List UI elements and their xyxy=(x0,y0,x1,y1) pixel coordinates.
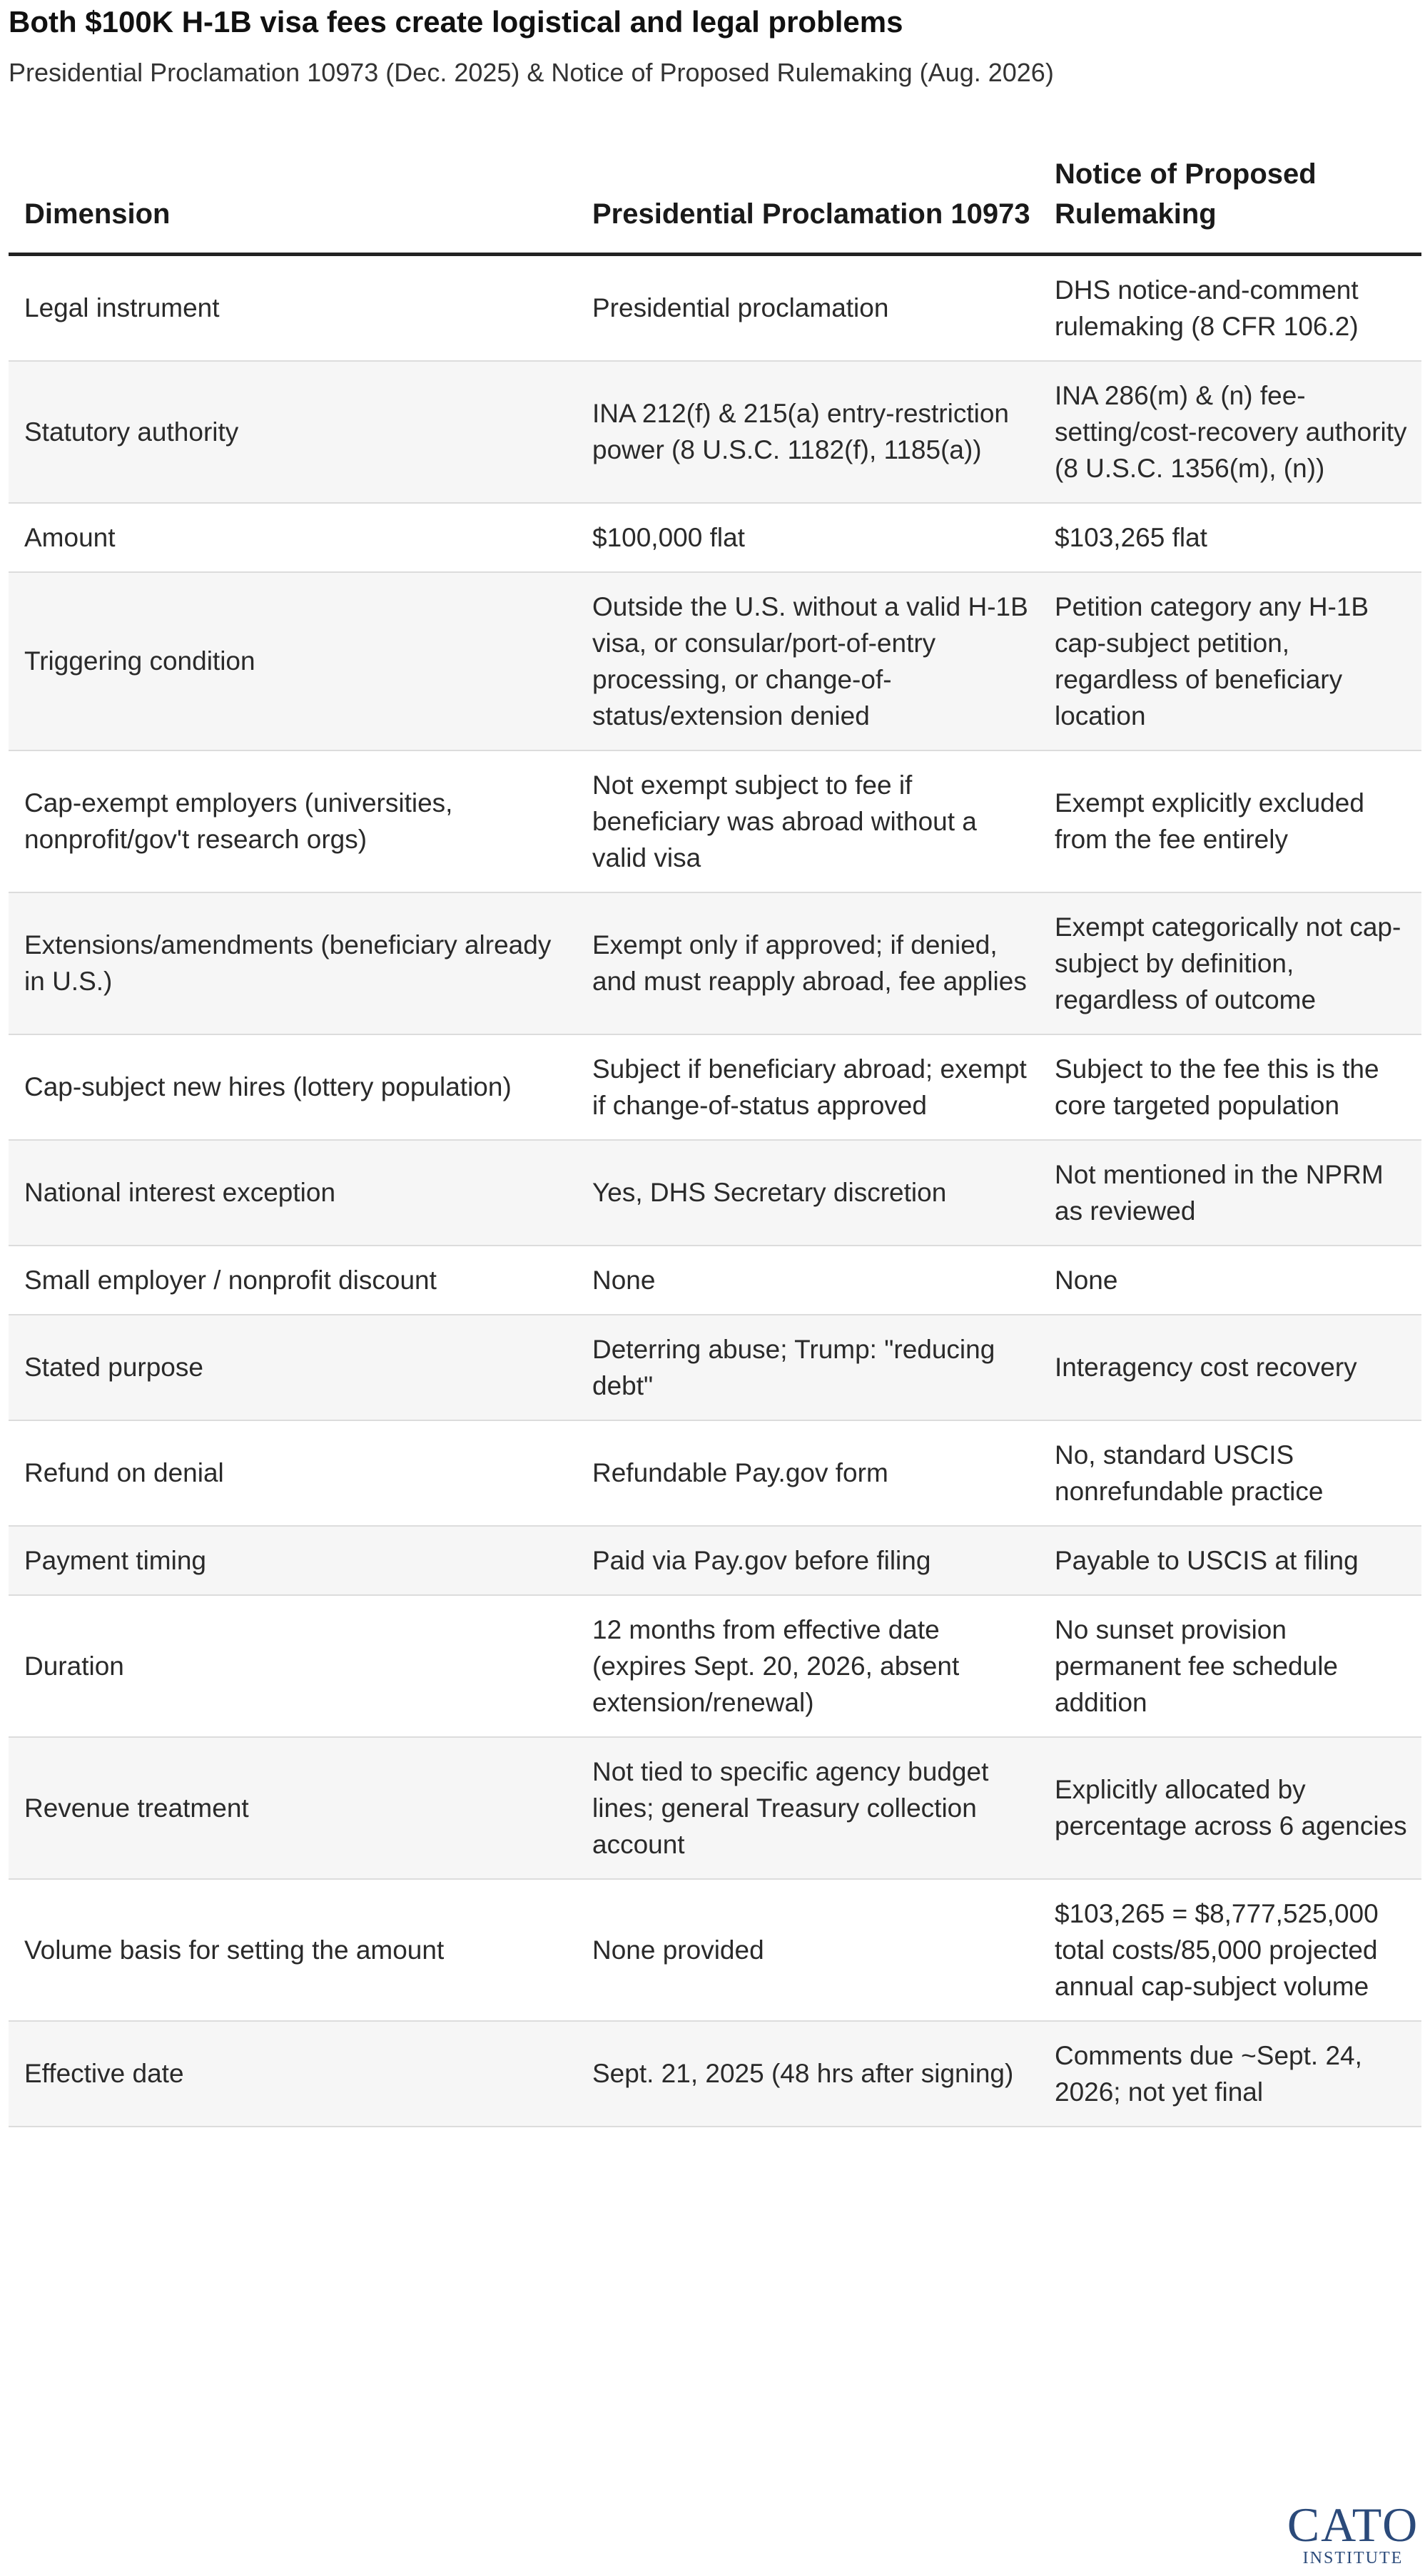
dimension-cell: Triggering condition xyxy=(9,572,577,750)
proclamation-cell: None xyxy=(577,1246,1039,1315)
proclamation-cell: $100,000 flat xyxy=(577,503,1039,572)
table-row xyxy=(9,1526,1421,1595)
table-row xyxy=(9,503,1421,572)
nprm-cell: No, standard USCIS nonrefundable practice xyxy=(1039,1420,1421,1526)
dimension-cell: Refund on denial xyxy=(9,1420,577,1526)
nprm-cell: Comments due ~Sept. 24, 2026; not yet final xyxy=(1039,2021,1421,2127)
nprm-cell: Exempt categorically not cap-subject by definition, regardless of outcome xyxy=(1039,892,1421,1034)
dimension-cell: Amount xyxy=(9,503,577,572)
dimension-cell: Statutory authority xyxy=(9,361,577,503)
proclamation-cell: None provided xyxy=(577,1879,1039,2021)
dimension-cell: Legal instrument xyxy=(9,254,577,361)
dimension-cell: Payment timing xyxy=(9,1526,577,1595)
nprm-cell: Explicitly allocated by percentage across 6 agencies xyxy=(1039,1737,1421,1879)
table-header-row xyxy=(9,136,1421,254)
nprm-cell: $103,265 = $8,777,525,000 total costs/85,000 projected annual cap-subject volume xyxy=(1039,1879,1421,2021)
table-row xyxy=(9,1879,1421,2021)
dimension-cell: Cap-exempt employers (universities, nonprofit/gov't research orgs) xyxy=(9,750,577,892)
dimension-cell: Duration xyxy=(9,1595,577,1737)
nprm-cell: Subject to the fee this is the core targeted population xyxy=(1039,1034,1421,1140)
table-row xyxy=(9,1315,1421,1420)
column-header-nprm: Notice of Proposed Rulemaking xyxy=(1039,136,1421,254)
nprm-cell: Exempt explicitly excluded from the fee entirely xyxy=(1039,750,1421,892)
nprm-cell: Petition category any H-1B cap-subject petition, regardless of beneficiary location xyxy=(1039,572,1421,750)
logo-wordmark: CATO xyxy=(1287,2498,1419,2552)
table-row xyxy=(9,572,1421,750)
proclamation-cell: Refundable Pay.gov form xyxy=(577,1420,1039,1526)
proclamation-cell: 12 months from effective date (expires Sept. 20, 2026, absent extension/renewal) xyxy=(577,1595,1039,1737)
proclamation-cell: Exempt only if approved; if denied, and must reapply abroad, fee applies xyxy=(577,892,1039,1034)
table-row xyxy=(9,750,1421,892)
table-row xyxy=(9,1595,1421,1737)
proclamation-cell: Subject if beneficiary abroad; exempt if change-of-status approved xyxy=(577,1034,1039,1140)
table-row xyxy=(9,2021,1421,2127)
comparison-table xyxy=(9,136,1421,2127)
dimension-cell: National interest exception xyxy=(9,1140,577,1246)
nprm-cell: Payable to USCIS at filing xyxy=(1039,1526,1421,1595)
dimension-cell: Revenue treatment xyxy=(9,1737,577,1879)
cato-institute-logo xyxy=(1287,2500,1419,2572)
nprm-cell: $103,265 flat xyxy=(1039,503,1421,572)
logo-subtext: INSTITUTE xyxy=(1302,2549,1404,2567)
proclamation-cell: Not tied to specific agency budget lines; general Treasury collection account xyxy=(577,1737,1039,1879)
proclamation-cell: Sept. 21, 2025 (48 hrs after signing) xyxy=(577,2021,1039,2127)
table-row xyxy=(9,1737,1421,1879)
dimension-cell: Stated purpose xyxy=(9,1315,577,1420)
table-row xyxy=(9,1140,1421,1246)
table-row xyxy=(9,361,1421,503)
dimension-cell: Small employer / nonprofit discount xyxy=(9,1246,577,1315)
nprm-cell: DHS notice-and-comment rulemaking (8 CFR 106.2) xyxy=(1039,254,1421,361)
nprm-cell: No sunset provision permanent fee schedule addition xyxy=(1039,1595,1421,1737)
nprm-cell: Interagency cost recovery xyxy=(1039,1315,1421,1420)
dimension-cell: Extensions/amendments (beneficiary already in U.S.) xyxy=(9,892,577,1034)
table-body xyxy=(9,254,1421,2127)
nprm-cell: INA 286(m) & (n) fee-setting/cost-recovery authority (8 U.S.C. 1356(m), (n)) xyxy=(1039,361,1421,503)
nprm-cell: None xyxy=(1039,1246,1421,1315)
proclamation-cell: INA 212(f) & 215(a) entry-restriction power (8 U.S.C. 1182(f), 1185(a)) xyxy=(577,361,1039,503)
table-row xyxy=(9,1246,1421,1315)
column-header-proclamation: Presidential Proclamation 10973 xyxy=(577,136,1039,254)
table-row xyxy=(9,254,1421,361)
chart-subtitle: Presidential Proclamation 10973 (Dec. 2025) & Notice of Proposed Rulemaking (Aug. 2026) xyxy=(9,58,1054,87)
table-row xyxy=(9,892,1421,1034)
proclamation-cell: Not exempt subject to fee if beneficiary was abroad without a valid visa xyxy=(577,750,1039,892)
proclamation-cell: Deterring abuse; Trump: "reducing debt" xyxy=(577,1315,1039,1420)
table-row xyxy=(9,1034,1421,1140)
proclamation-cell: Paid via Pay.gov before filing xyxy=(577,1526,1039,1595)
chart-title: Both $100K H-1B visa fees create logistical and legal problems xyxy=(9,5,903,39)
column-header-dimension: Dimension xyxy=(9,136,577,254)
dimension-cell: Effective date xyxy=(9,2021,577,2127)
proclamation-cell: Outside the U.S. without a valid H-1B visa, or consular/port-of-entry processing, or change-of-status/extension denied xyxy=(577,572,1039,750)
nprm-cell: Not mentioned in the NPRM as reviewed xyxy=(1039,1140,1421,1246)
table-row xyxy=(9,1420,1421,1526)
proclamation-cell: Presidential proclamation xyxy=(577,254,1039,361)
dimension-cell: Cap-subject new hires (lottery population) xyxy=(9,1034,577,1140)
dimension-cell: Volume basis for setting the amount xyxy=(9,1879,577,2021)
proclamation-cell: Yes, DHS Secretary discretion xyxy=(577,1140,1039,1246)
